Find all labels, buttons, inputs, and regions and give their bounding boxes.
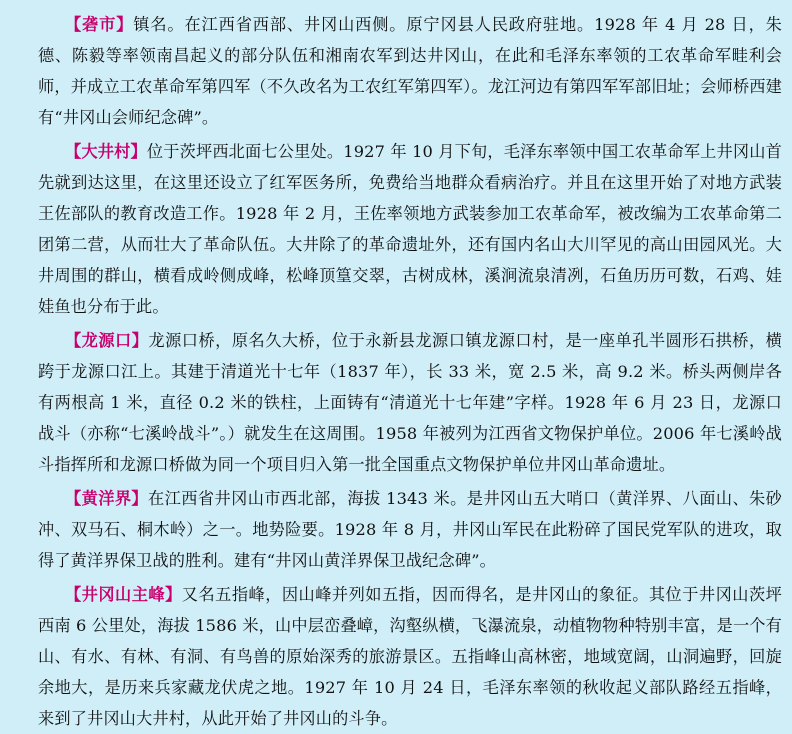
entry-title: 【黄洋界】: [65, 489, 149, 508]
entry-longshi: [38, 9, 782, 133]
entry-body: 又名五指峰，因山峰并列如五指，因而得名，是井冈山的象征。其位于井冈山茨坪西南 6 公里处，海拔 1586 米，山中层峦叠嶂，沟壑纵横，飞瀑流泉，动植物物种特别丰富，是一个有山、有水、有林、有洞、有鸟兽的原始深秀的旅游景区。五指峰山高林密，地域宽阔，山洞遍野，回旋余地大，是历来兵家藏龙伏虎之地。1927 年 10 月 24 日，毛泽东率领的秋收起义部队路经五指峰，来到了井冈山大井村，从此开始了井冈山的斗争。: [38, 585, 782, 728]
entry-huangyangjie: [38, 483, 782, 576]
entry-main-peak: [38, 579, 782, 734]
entry-title: 【井冈山主峰】: [65, 585, 182, 604]
entry-title: 【龙源口】: [65, 331, 149, 350]
entry-body: 在江西省井冈山市西北部，海拔 1343 米。是井冈山五大哨口（黄洋界、八面山、朱砂冲、双马石、桐木岭）之一。地势险要。1928 年 8 月，井冈山军民在此粉碎了国民党军队的进攻，取得了黄洋界保卫战的胜利。建有“井冈山黄洋界保卫战纪念碑”。: [38, 489, 782, 570]
entry-body: 龙源口桥，原名久大桥，位于永新县龙源口镇龙源口村，是一座单孔半圆形石拱桥，横跨于龙源口江上。其建于清道光十七年（1837 年），长 33 米，宽 2.5 米，高 9.2 米。桥头两侧岸各有两根高 1 米，直径 0.2 米的铁柱，上面铸有“清道光十七年建”字样。1928 年 6 月 23 日，龙源口战斗（亦称“七溪岭战斗”。）就发生在这周围。1958 年被列为江西省文物保护单位。2006 年七溪岭战斗指挥所和龙源口桥做为同一个项目归入第一批全国重点文物保护单位井冈山革命遗址。: [38, 331, 783, 474]
entry-dajing-village: [38, 136, 782, 322]
entry-body: 位于茨坪西北面七公里处。1927 年 10 月下旬，毛泽东率领中国工农革命军上井冈山首先就到达这里，在这里还设立了红军医务所，免费给当地群众看病治疗。并且在这里开始了对地方武装王佐部队的教育改造工作。1928 年 2 月，王佐率领地方武装参加工农革命军，被改编为工农革命第二团第二营，从而壮大了革命队伍。大井除了的革命遗址外，还有国内名山大川罕见的高山田园风光。大井周围的群山，横看成岭侧成峰，松峰顶篁交翠，古树成林，溪涧流泉清冽，石鱼历历可数，石鸡、娃娃鱼也分布于此。: [38, 142, 782, 316]
entry-title: 【砻市】: [65, 15, 134, 34]
entry-body: 镇名。在江西省西部、井冈山西侧。原宁冈县人民政府驻地。1928 年 4 月 28 日，朱德、陈毅等率领南昌起义的部分队伍和湘南农军到达井冈山，在此和毛泽东率领的工农革命军畦利会师，并成立工农革命军第四军（不久改名为工农红军第四军）。龙江河边有第四军军部旧址；会师桥西建有“井冈山会师纪念碑”。: [38, 15, 782, 127]
entry-longyuankou: [38, 325, 782, 480]
entry-title: 【大井村】: [65, 142, 147, 161]
